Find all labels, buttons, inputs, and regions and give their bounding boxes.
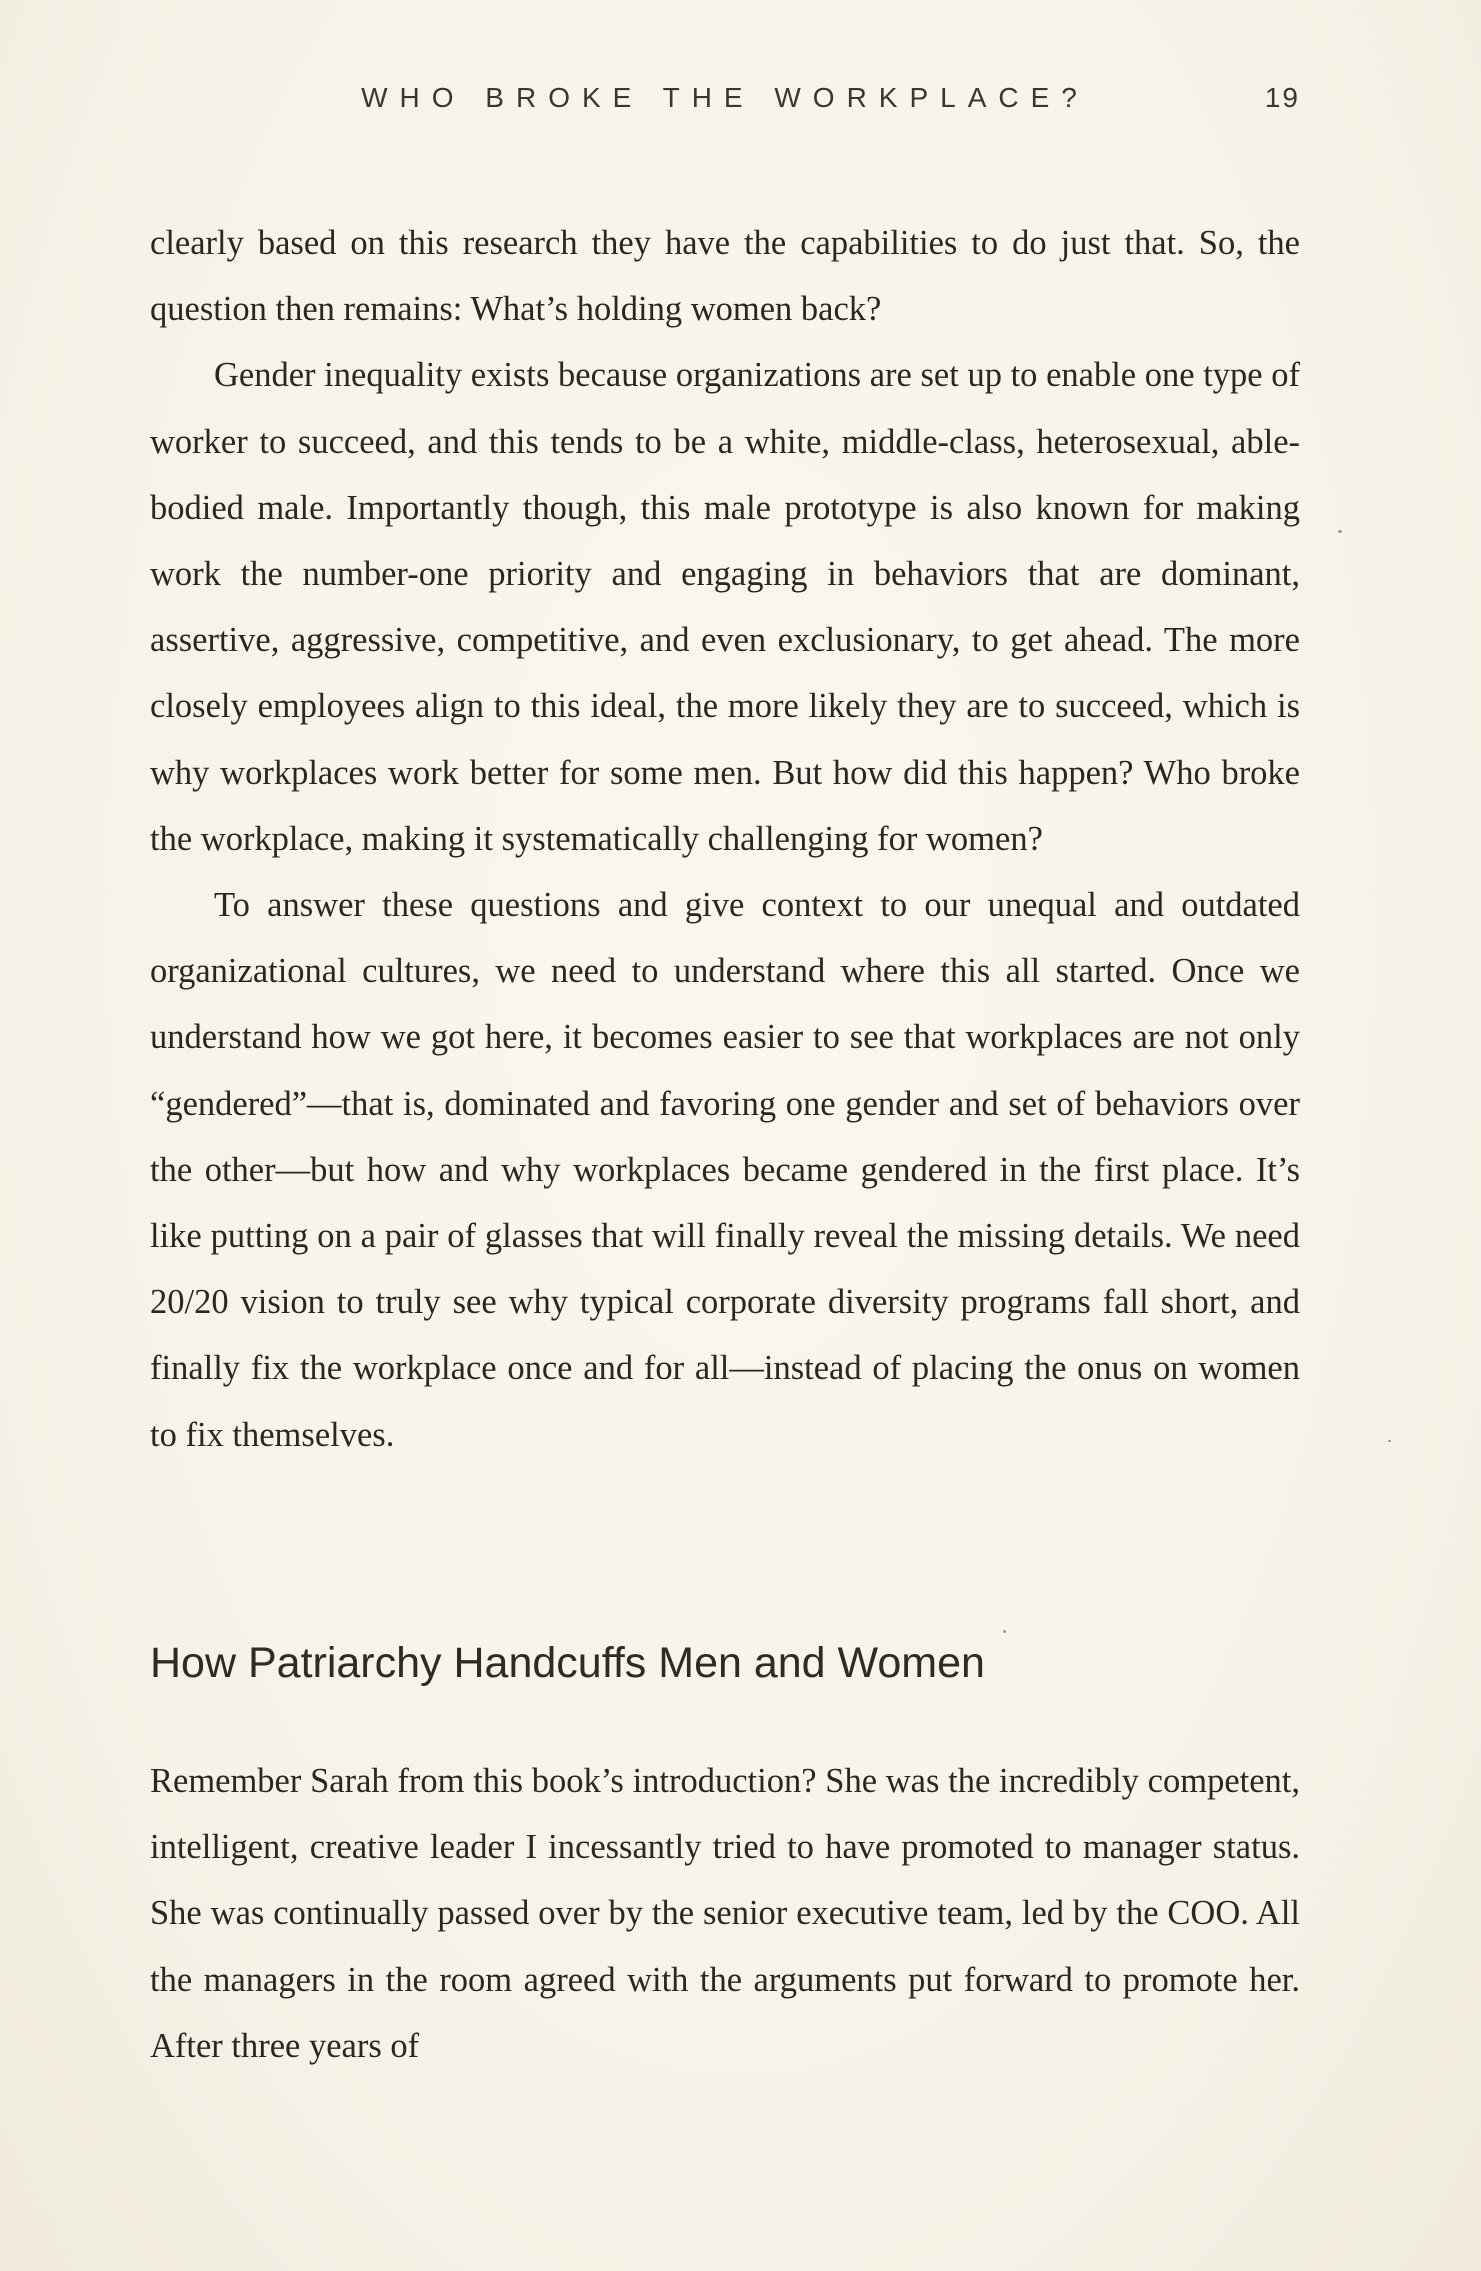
body-text-before-heading	[150, 210, 1300, 1468]
running-head-title: WHO BROKE THE WORKPLACE?	[361, 82, 1089, 113]
paragraph: To answer these questions and give context to our unequal and outdated organizational cultures, we need to understand where this all started. Once we understand how we got here, it becomes easier to see that workplaces are not only “gendered”—that is, dominated and favoring one gender and set of behaviors over the other—but how and why workplaces became gendered in the first place. It’s like putting on a pair of glasses that will finally reveal the missing details. We need 20/20 vision to truly see why typical corporate diversity programs fall short, and finally fix the workplace once and for all—instead of placing the onus on women to fix themselves.	[150, 886, 1300, 1454]
page-number: 19	[1264, 82, 1300, 113]
paragraph: Remember Sarah from this book’s introduction? She was the incredibly competent, intelligent, creative leader I incessantly tried to have promoted to manager status. She was continually passed over by the senior executive team, led by the COO. All the managers in the room agreed with the arguments put forward to promote her. After three years of	[150, 1762, 1300, 2065]
body-text-after-heading	[150, 1748, 1300, 2079]
scan-speck	[1338, 530, 1342, 533]
scan-speck	[1388, 1440, 1391, 1442]
scan-speck	[1003, 1630, 1006, 1633]
paragraph: Gender inequality exists because organizations are set up to enable one type of worker to succeed, and this tends to be a white, middle-class, heterosexual, able-bodied male. Importantly though, this male prototype is also known for making work the number-one priority and engaging in behaviors that are dominant, assertive, aggressive, competitive, and even exclusionary, to get ahead. The more closely employees align to this ideal, the more likely they are to succeed, which is why workplaces work better for some men. But how did this happen? Who broke the workplace, making it systematically challenging for women?	[150, 356, 1300, 858]
section-heading: How Patriarchy Handcuffs Men and Women	[150, 1639, 985, 1687]
paragraph: clearly based on this research they have the capabilities to do just that. So, the question then remains: What’s holding women back?	[150, 224, 1300, 329]
running-head	[150, 82, 1300, 122]
